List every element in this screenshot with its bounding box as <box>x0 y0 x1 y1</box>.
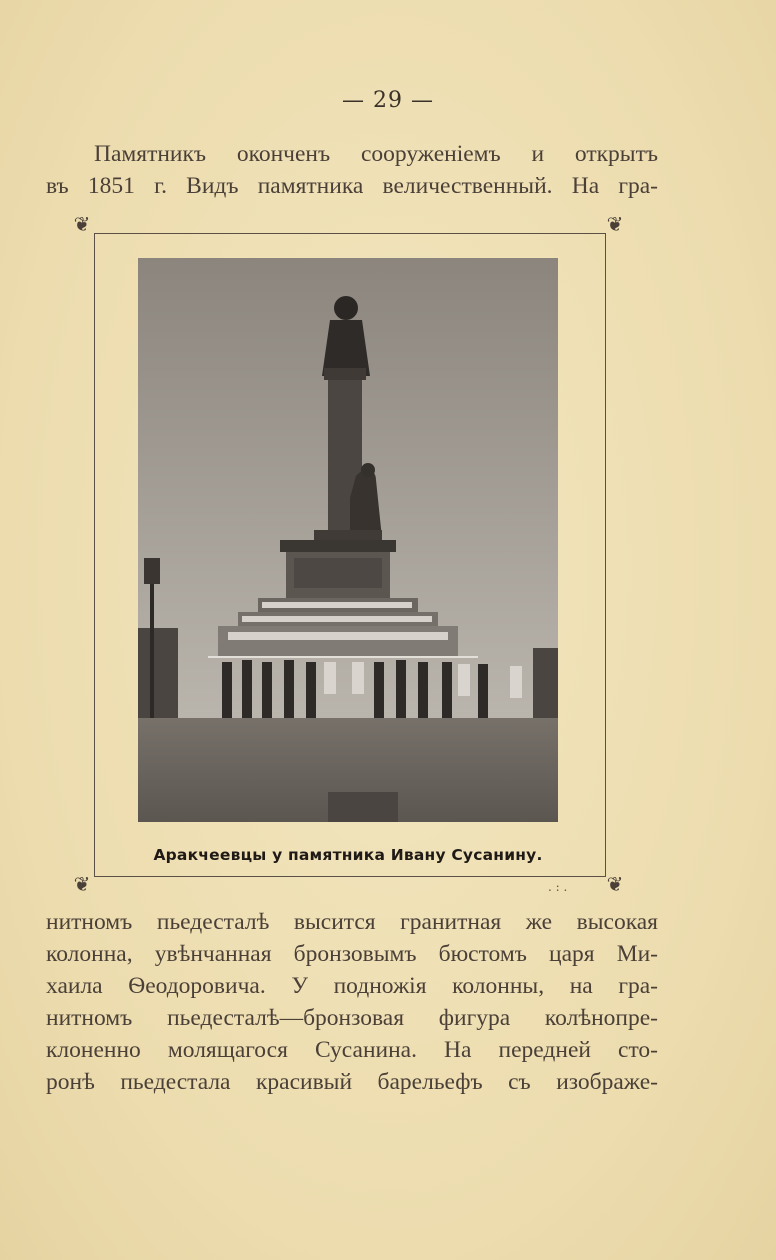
text-line: Памятникъ оконченъ сооруженіемъ и открытъ <box>94 141 658 167</box>
text-line: нитномъ пьедесталѣ—бронзовая фигура колѣнопре- <box>46 1005 658 1031</box>
text-line: въ 1851 г. Видъ памятника величественный. На гра- <box>46 173 658 199</box>
monument-photo <box>138 258 558 822</box>
figure-caption: Аракчеевцы у памятника Ивану Сусанину. <box>153 846 543 864</box>
text-line: клоненно молящагося Сусанина. На передней сто- <box>46 1037 658 1063</box>
corner-ornament-icon: ❦ <box>73 872 91 896</box>
monument-photo-image <box>138 258 558 822</box>
paragraph-bottom <box>46 906 658 1098</box>
frame-left-line <box>94 233 95 876</box>
paragraph-top <box>46 138 658 202</box>
text-line: хаила Ѳеодоровича. У подножія колонны, на гра- <box>46 973 658 999</box>
corner-ornament-icon: ❦ <box>606 212 624 236</box>
frame-right-line <box>605 233 606 876</box>
frame-bottom-line <box>94 876 606 877</box>
corner-ornament-icon: ❦ <box>73 212 91 236</box>
page-number: — 29 — <box>342 88 434 113</box>
frame-top-line <box>94 233 606 234</box>
decorative-dots: . : . <box>548 880 568 894</box>
text-line: нитномъ пьедесталѣ высится гранитная же высокая <box>46 909 658 935</box>
corner-ornament-icon: ❦ <box>606 872 624 896</box>
text-line: колонна, увѣнчанная бронзовымъ бюстомъ царя Ми- <box>46 941 658 967</box>
text-line: ронѣ пьедестала красивый барельефъ съ изображе- <box>46 1069 658 1095</box>
